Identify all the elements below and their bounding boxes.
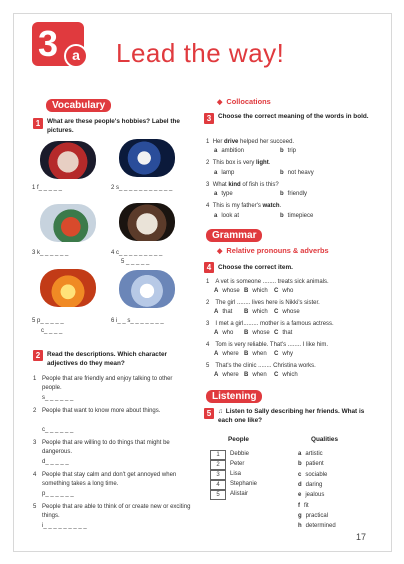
ex4-item-4-option-c[interactable] <box>274 351 293 357</box>
option-letter: B <box>244 372 249 378</box>
ex4-item-2-option-b[interactable] <box>244 309 268 315</box>
option-text: that <box>282 330 293 336</box>
quality-letter: h <box>298 523 302 530</box>
people-answer-box-4[interactable]: 4 <box>210 480 226 490</box>
listening-heading: Listening <box>206 390 262 403</box>
ex2-item-2-number: 2 <box>33 408 37 414</box>
grammar-subheading-text: Relative pronouns & adverbs <box>226 246 329 255</box>
ex4-item-4-text: Tom is very reliable. That's ........ I like him. <box>215 342 329 348</box>
ex3-item-3-bold: kind <box>228 182 241 188</box>
ex3-item-1-option-a[interactable] <box>214 148 244 154</box>
quality-item-d <box>298 482 322 488</box>
option-text: which <box>252 309 268 315</box>
quality-item-g <box>298 513 328 519</box>
quality-item-h <box>298 523 336 529</box>
ex4-item-2 <box>206 299 320 308</box>
hobby-blank-5b[interactable]: c_ _ _ _ <box>41 328 63 334</box>
ex2-blank-1[interactable]: s_ _ _ _ _ _ <box>42 395 74 401</box>
ex3-item-4-option-b[interactable] <box>280 213 313 219</box>
quality-text: determined <box>305 523 336 530</box>
ex2-item-5-text: People that are able to think of or create new or exciting things. <box>42 504 191 519</box>
ex3-item-3-option-b[interactable] <box>280 191 307 197</box>
ex3-item-2-pre: This box is very <box>212 160 257 166</box>
ex3-item-1-number: 1 <box>206 139 210 145</box>
option-text: which <box>252 288 268 294</box>
ex4-item-1 <box>206 278 329 287</box>
unit-title: Lead the way! <box>116 38 285 68</box>
option-letter: A <box>214 288 219 294</box>
ex3-item-2-post: . <box>268 160 271 166</box>
page-number: 17 <box>356 532 367 542</box>
vocabulary-heading: Vocabulary <box>46 99 111 112</box>
option-letter: A <box>214 309 219 315</box>
quality-text: jealous <box>305 492 325 499</box>
hobby-picture-3 <box>40 204 96 242</box>
quality-text: artistic <box>305 451 323 457</box>
ex4-item-2-option-a[interactable] <box>214 309 232 315</box>
ex3-item-3-post: of fish is this? <box>240 182 279 188</box>
hobby-picture-4 <box>119 203 175 241</box>
ex4-item-3-option-b[interactable] <box>244 330 270 336</box>
ex3-item-3-number: 3 <box>206 182 210 188</box>
ex3-item-4-post: . <box>279 203 282 209</box>
hobby-blank-3[interactable]: 3 k_ _ _ _ _ _ <box>32 250 69 256</box>
unit-badge <box>32 22 84 66</box>
ex2-item-4-text: People that stay calm and don't get annoyed when something takes a long time. <box>42 472 177 487</box>
option-text: when <box>252 351 267 357</box>
people-answer-box-3[interactable]: 3 <box>210 470 226 480</box>
ex4-item-5-number: 5 <box>206 363 210 369</box>
grammar-heading: Grammar <box>206 229 262 242</box>
exercise-3-number: 3 <box>204 113 214 124</box>
ex3-item-2-bold: light <box>256 160 269 166</box>
quality-item-e <box>298 492 324 498</box>
ex4-item-1-option-a[interactable] <box>214 288 240 294</box>
hobby-picture-6 <box>119 270 175 308</box>
ex4-item-4 <box>206 341 328 350</box>
ex2-item-1 <box>33 375 193 391</box>
person-name-2: Peter <box>230 461 245 467</box>
ex2-item-5-number: 5 <box>33 504 37 510</box>
option-text: where <box>222 372 239 378</box>
ex4-item-1-option-c[interactable] <box>274 288 293 294</box>
ex4-item-3-text: I met a girl......... mother is a famous actress. <box>215 321 334 327</box>
ex3-item-4-number: 4 <box>206 203 210 209</box>
quality-item-c <box>298 472 327 478</box>
ex2-item-3-text: People that are willing to do things that might be dangerous. <box>42 440 170 455</box>
hobby-blank-4[interactable]: 4 c_ _ _ _ _ _ _ _ _ <box>111 250 163 256</box>
ex3-item-1-option-b[interactable] <box>280 148 296 154</box>
ex2-item-4-number: 4 <box>33 472 37 478</box>
exercise-5-question-text: Listen to Sally describing her friends. What is each one like? <box>218 408 365 424</box>
quality-item-f <box>298 503 309 509</box>
hobby-blank-5[interactable]: 5 p_ _ _ _ _ <box>32 318 64 324</box>
ex2-item-1-text: People that are friendly and enjoy talking to other people. <box>42 376 173 391</box>
person-name-1: Debbie <box>230 451 250 457</box>
unit-letter: a <box>64 44 88 68</box>
person-name-3: Lisa <box>230 471 242 477</box>
ex3-item-2-number: 2 <box>206 160 210 166</box>
ex3-item-3-pre: What <box>212 182 229 188</box>
option-letter: a <box>214 170 218 176</box>
ex4-item-2-text: The girl ........ lives here is Nikki's sister. <box>215 300 320 306</box>
ex3-item-4 <box>206 202 281 211</box>
quality-letter: a <box>298 451 302 457</box>
option-text: which <box>282 372 298 378</box>
ex4-item-3-option-c[interactable] <box>274 330 292 336</box>
ex3-item-3-option-a[interactable] <box>214 191 233 197</box>
headphones-icon: ♫ <box>218 408 223 415</box>
quality-letter: c <box>298 471 302 478</box>
person-name-5: Alistair <box>230 491 249 497</box>
collocations-heading <box>217 97 271 106</box>
ex4-item-5 <box>206 362 316 371</box>
ex2-item-1-number: 1 <box>33 376 37 382</box>
option-text: where <box>222 351 239 357</box>
workbook-page <box>13 13 392 552</box>
ex3-item-1-pre: Her <box>212 139 225 145</box>
option-text: ambition <box>221 148 245 154</box>
option-text: look at <box>221 213 240 219</box>
ex4-item-1-number: 1 <box>206 279 210 285</box>
quality-letter: f <box>298 502 300 509</box>
option-letter: C <box>274 309 279 315</box>
option-text: timepiece <box>287 213 314 219</box>
quality-text: fit <box>304 502 309 509</box>
ex4-item-5-option-c[interactable] <box>274 372 298 378</box>
collocations-heading-text: Collocations <box>226 97 271 106</box>
diamond-icon: ◆ <box>217 99 223 106</box>
ex2-item-5 <box>33 503 193 519</box>
ex3-item-1 <box>206 138 294 147</box>
ex3-item-2-option-b[interactable] <box>280 170 314 176</box>
ex2-item-2 <box>33 407 193 416</box>
ex4-item-3 <box>206 320 334 329</box>
ex3-item-1-bold: drive <box>224 139 239 145</box>
people-answer-box-5[interactable]: 5 <box>210 490 226 500</box>
option-text: who <box>282 288 294 294</box>
hobby-blank-1[interactable]: 1 f_ _ _ _ _ <box>32 185 63 191</box>
exercise-5-number: 5 <box>204 408 214 419</box>
option-letter: b <box>280 148 284 154</box>
quality-item-a <box>298 451 323 457</box>
option-letter: a <box>214 148 218 154</box>
hobby-blank-2[interactable]: 2 s_ _ _ _ _ _ _ _ _ _ _ <box>111 185 173 191</box>
option-letter: C <box>274 330 279 336</box>
exercise-2-number: 2 <box>33 350 43 361</box>
option-letter: A <box>214 330 219 336</box>
ex4-item-5-option-a[interactable] <box>214 372 239 378</box>
exercise-1-question: What are these people's hobbies? Label the pictures. <box>47 118 180 134</box>
diamond-icon: ◆ <box>217 248 223 255</box>
quality-text: practical <box>305 512 329 519</box>
ex4-item-1-text: A vet is someone ........ treats sick animals. <box>215 279 329 285</box>
ex2-item-3-number: 3 <box>33 440 37 446</box>
hobby-blank-4b[interactable]: 5 _ _ _ _ _ <box>121 259 150 265</box>
ex4-item-2-option-c[interactable] <box>274 309 300 315</box>
people-column-header: People <box>228 436 249 443</box>
person-name-4: Stephanie <box>230 481 258 487</box>
ex4-item-3-number: 3 <box>206 321 210 327</box>
people-answer-box-2[interactable]: 2 <box>210 460 226 470</box>
option-letter: A <box>214 372 219 378</box>
ex2-blank-5[interactable]: i_ _ _ _ _ _ _ _ _ <box>42 523 87 529</box>
option-text: that <box>222 309 233 315</box>
exercise-4-question: Choose the correct item. <box>218 264 293 271</box>
option-text: trip <box>287 148 297 154</box>
quality-text: patient <box>305 461 324 468</box>
ex2-item-4 <box>33 471 193 487</box>
ex3-item-4-bold: watch <box>262 203 280 209</box>
ex4-item-2-number: 2 <box>206 300 210 306</box>
ex4-item-4-number: 4 <box>206 342 210 348</box>
quality-text: sociable <box>305 471 328 478</box>
exercise-4-number: 4 <box>204 262 214 273</box>
exercise-3-question: Choose the correct meaning of the words in bold. <box>218 113 369 120</box>
quality-letter: d <box>298 481 302 488</box>
option-letter: a <box>214 213 218 219</box>
exercise-2-question: Read the descriptions. Which character adjectives do they mean? <box>47 351 168 367</box>
option-letter: C <box>274 288 279 294</box>
exercise-1-number: 1 <box>33 118 43 129</box>
hobby-picture-1 <box>40 141 96 179</box>
option-text: who <box>222 330 234 336</box>
ex3-item-2-option-a[interactable] <box>214 170 234 176</box>
option-text: type <box>221 191 233 197</box>
ex2-item-3 <box>33 439 193 455</box>
quality-letter: e <box>298 492 302 499</box>
option-letter: b <box>280 213 284 219</box>
hobby-picture-5 <box>40 269 96 307</box>
option-letter: C <box>274 351 279 357</box>
ex3-item-3 <box>206 181 279 190</box>
hobby-picture-2 <box>119 139 175 177</box>
option-letter: b <box>280 191 284 197</box>
exercise-5-question <box>218 407 368 425</box>
ex4-item-5-text: That's the clinic ........ Christina works. <box>215 363 316 369</box>
option-text: when <box>252 372 267 378</box>
people-answer-box-1[interactable]: 1 <box>210 450 226 460</box>
option-text: not heavy <box>287 170 314 176</box>
ex3-item-1-post: helped her succeed. <box>238 139 295 145</box>
option-letter: B <box>244 351 249 357</box>
option-letter: A <box>214 351 219 357</box>
ex4-item-4-option-b[interactable] <box>244 351 267 357</box>
option-letter: B <box>244 309 249 315</box>
ex4-item-1-option-b[interactable] <box>244 288 268 294</box>
qualities-column-header: Qualities <box>311 436 338 443</box>
quality-letter: g <box>298 512 302 519</box>
option-text: friendly <box>287 191 308 197</box>
option-text: why <box>282 351 294 357</box>
ex2-item-2-text: People that want to know more about things. <box>42 408 161 414</box>
option-text: lamp <box>221 170 235 176</box>
ex3-item-4-pre: This is my father's <box>212 203 263 209</box>
quality-letter: b <box>298 461 302 468</box>
ex4-item-5-option-b[interactable] <box>244 372 267 378</box>
ex2-blank-4[interactable]: p_ _ _ _ _ _ <box>42 491 74 497</box>
option-text: whose <box>252 330 270 336</box>
option-letter: b <box>280 170 284 176</box>
ex4-item-3-option-a[interactable] <box>214 330 233 336</box>
option-text: whose <box>282 309 300 315</box>
option-letter: a <box>214 191 218 197</box>
option-letter: B <box>244 330 249 336</box>
option-letter: C <box>274 372 279 378</box>
quality-item-b <box>298 461 324 467</box>
ex2-blank-2[interactable]: c_ _ _ _ _ _ <box>42 427 74 433</box>
unit-number: 3 <box>38 23 59 64</box>
ex4-item-4-option-a[interactable] <box>214 351 239 357</box>
ex3-item-2 <box>206 159 270 168</box>
quality-text: daring <box>305 481 323 488</box>
ex2-blank-3[interactable]: d_ _ _ _ _ <box>42 459 69 465</box>
option-text: whose <box>222 288 240 294</box>
grammar-subheading <box>217 246 329 255</box>
hobby-blank-6[interactable]: 6 i_ _ s_ _ _ _ _ _ _ <box>111 318 164 324</box>
option-letter: B <box>244 288 249 294</box>
ex3-item-4-option-a[interactable] <box>214 213 239 219</box>
